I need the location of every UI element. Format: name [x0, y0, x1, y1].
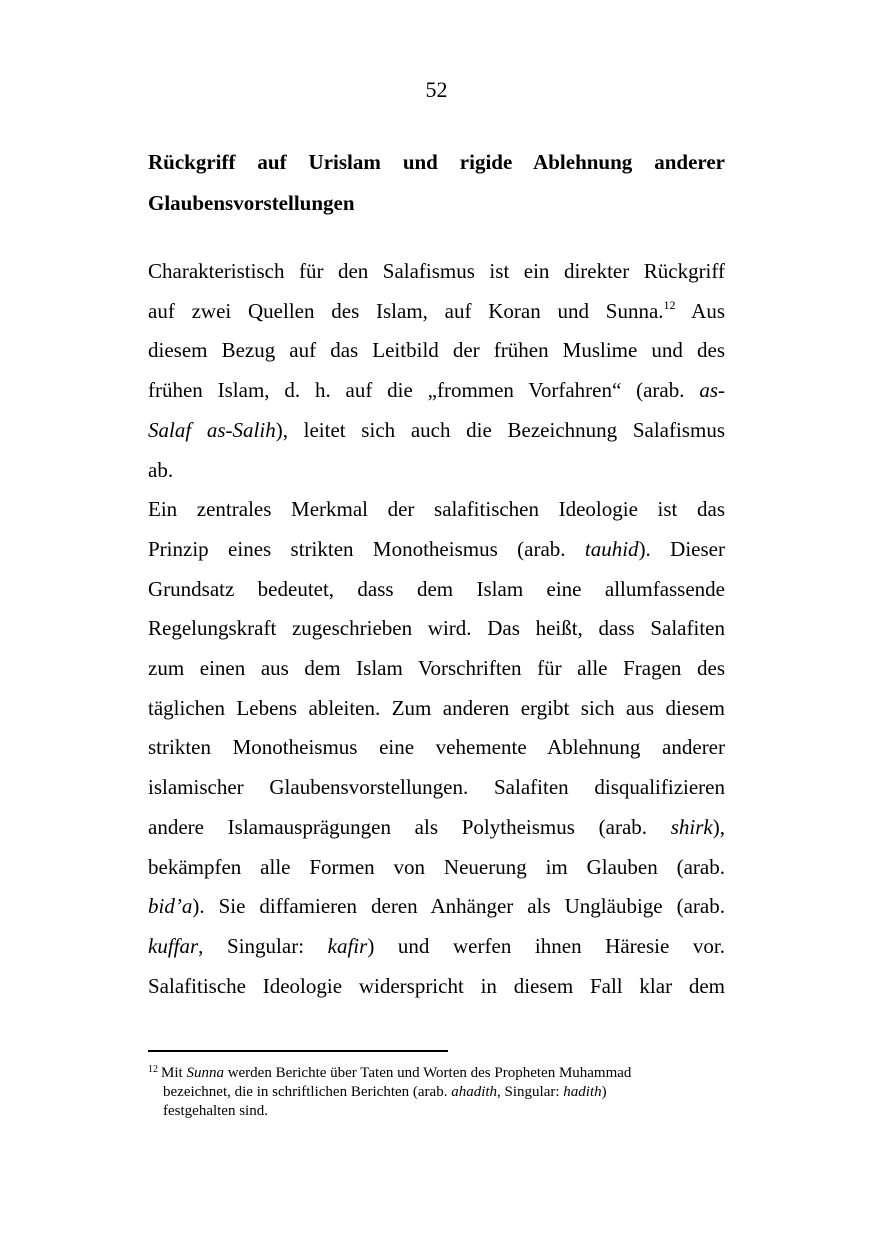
text-line: [148, 887, 725, 927]
footnote: [148, 1064, 708, 1121]
text-line: [148, 530, 725, 570]
text-line: islamischer Glaubensvorstellungen. Salafiten disqualifizieren: [148, 775, 725, 800]
text-line: diesem Bezug auf das Leitbild der frühen Muslime und des: [148, 338, 725, 363]
text-span: bezeichnet, die in schriftlichen Berichten (arab.: [163, 1084, 448, 1100]
text-line: [148, 808, 725, 848]
text-span: ) und werfen ihnen Häresie vor.: [367, 933, 725, 958]
text-line: Charakteristisch für den Salafismus ist ein direkter Rückgriff: [148, 259, 725, 283]
section-heading: [148, 142, 725, 224]
paragraph-1: [148, 252, 725, 490]
footnote-line: [148, 1064, 708, 1083]
paragraph-2: [148, 490, 725, 1006]
text-line: strikten Monotheismus eine vehemente Ablehnung anderer: [148, 735, 725, 760]
text-line: [148, 927, 725, 967]
italic-term: as-: [699, 378, 725, 403]
italic-term: kuffar: [148, 933, 199, 958]
italic-term: Salaf as-Salih: [148, 417, 276, 442]
text-span: werden Berichte über Taten und Worten des Propheten Muhammad: [227, 1065, 632, 1081]
text-span: Mit: [161, 1065, 183, 1081]
text-span: ). Dieser: [638, 536, 725, 561]
text-span: ), leitet sich auch die Bezeichnung Salafismus: [275, 417, 725, 442]
footnote-line: festgehalten sind.: [163, 1103, 268, 1119]
italic-term: Sunna: [186, 1065, 224, 1081]
text-span: , Singular:: [198, 933, 305, 958]
text-line: ab.: [148, 457, 174, 482]
text-line: Regelungskraft zugeschrieben wird. Das heißt, dass Salafiten: [148, 616, 725, 641]
heading-line-2: Glaubensvorstellungen: [148, 191, 355, 215]
text-span: andere Islamausprägungen als Polytheismus (arab.: [148, 814, 648, 839]
text-span: Aus: [691, 298, 725, 323]
text-line: zum einen aus dem Islam Vorschriften für alle Fragen des: [148, 656, 725, 681]
text-line: [148, 292, 725, 332]
text-line: [148, 371, 725, 411]
text-line: [148, 411, 725, 451]
italic-term: hadith: [563, 1084, 602, 1100]
text-span: auf zwei Quellen des Islam, auf Koran und Sunna.: [148, 298, 664, 323]
text-line: Salafitische Ideologie widerspricht in diesem Fall klar dem: [148, 973, 725, 998]
text-line: Ein zentrales Merkmal der salafitischen Ideologie ist das: [148, 497, 725, 522]
text-span: ): [601, 1084, 607, 1100]
italic-term: shirk: [670, 814, 713, 839]
text-line: bekämpfen alle Formen von Neuerung im Glauben (arab.: [148, 854, 725, 879]
text-line: Grundsatz bedeutet, dass dem Islam eine allumfassende: [148, 576, 725, 601]
italic-term: bid’a: [148, 894, 193, 919]
italic-term: tauhid: [584, 536, 639, 561]
text-span: ). Sie diffamieren deren Anhänger als Ungläubige (arab.: [192, 894, 725, 919]
heading-line-1: Rückgriff auf Urislam und rigide Ablehnung anderer: [148, 150, 725, 174]
text-span: frühen Islam, d. h. auf die „frommen Vorfahren“ (arab.: [148, 378, 685, 403]
text-span: Prinzip eines strikten Monotheismus (arab.: [148, 536, 566, 561]
italic-term: ahadith: [451, 1084, 498, 1100]
text-span: , Singular:: [497, 1084, 560, 1100]
footnote-separator: [148, 1050, 448, 1052]
italic-term: kafir: [327, 933, 368, 958]
page-number: 52: [425, 77, 448, 102]
text-line: täglichen Lebens ableiten. Zum anderen ergibt sich aus diesem: [148, 695, 725, 720]
footnote-line: [148, 1083, 708, 1102]
body-text: [148, 252, 725, 1006]
footnote-reference[interactable]: 12: [663, 297, 676, 312]
footnote-marker: 12: [148, 1064, 158, 1075]
text-span: ),: [712, 814, 725, 839]
